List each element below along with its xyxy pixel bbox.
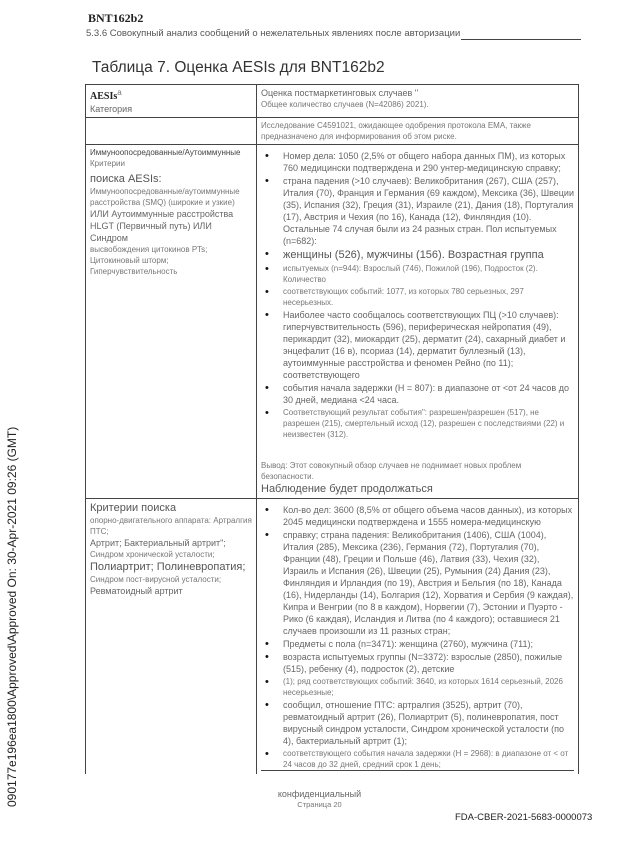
category-text: ИЛИ Аутоиммунные расстройства — [90, 209, 234, 219]
header-rule — [461, 39, 581, 40]
list-item: • сообщил, отношение ПТС: артралгия (3525), артрит (70), ревматоидный артрит (26), Полиартрит (5), полиневропатия, пост вирусный синдром усталости, Синдром хронической усталости (по 4), бактериальный артрит (1); — [261, 699, 574, 747]
bullet-list — [261, 504, 574, 771]
doc-id: BNT162b2 — [88, 11, 144, 25]
list-item: • Наиболее часто сообщалось соответствующих ПЦ (>10 случаев): гиперчувствительность (596), периферическая нейропатия (49), перикардит (32), миокардит (25), дерматит (24), сахарный диабет и энцефалит (16 в), псориаз (14), дерматит буллезный (13), аутоиммунные расстройства и феномен Рейно (по 11); соответствующего — [261, 309, 574, 381]
table-row — [86, 145, 579, 499]
category-text: Ревматоидный артрит — [90, 586, 183, 596]
list-item: • возраста испытуемых группы (N=3372): взрослые (2850), пожилые (515), ребенку (4), подросток (2), детские — [261, 651, 574, 675]
list-item: • Соответствующий результат события": разрешен/разрешен (517), не разрешен (215), смертельный исход (12), разрешен с последствиями (22) и неизвестен (312). — [261, 407, 574, 440]
assessment-cell — [257, 499, 579, 775]
list-item: • справку; страна падения: Великобритания (1406), США (1004), Италия (285), Мексика (236), Германия (72), Португалия (70), Франции (48), Греции и Польше (46), Латвия (33), Чехия (32), Израиль и Испания (26), Швеции (25), Румыния (24) Дания (23), Финляндия и Ирландия (по 19), Австрия и Бельгия (по 18), Канада (16), Нидерланды (14), Болгария (12), Хорватия и Сербия (9 каждая), Кипра и Венгрии (по 8 в каждом), Норвегии (7), Эстонии и Пуэрто - Рико (6 каждая), Исландия и Литва (по 4 каждого); оставшиеся 21 случаев произошли из 11 разных стран; — [261, 529, 574, 637]
category-text: Синдром пост-вирусной усталости; — [90, 575, 222, 584]
table-row — [86, 118, 579, 145]
list-item: • (1); ряд соответствующих событий: 3640, из которых 1614 серьезный, 2026 несерьезные; — [261, 676, 574, 698]
list-item: • женщины (526), мужчины (156). Возрастная группа — [261, 248, 574, 262]
list-item: • страна падения (>10 случаев): Великобритания (267), США (257), Италия (70), Франция и Германия (69 каждом), Мексика (36), Швеции (35), Испания (32), Греция (31), Израиле (21), Дания (18), Португалия (17), Австрия и Чехия (по 16), Канада (12), Финляндия (10). Остальные 74 случая были из 24 разных стран. Пол испытуемых (n=682): — [261, 175, 574, 247]
assessment-label: Оценка постмаркетинговых случаев '' — [261, 88, 419, 98]
category-text: опорно-двигательного аппарата: Артралгия ПТС; — [90, 516, 252, 536]
table-row — [86, 499, 579, 775]
category-cell — [86, 145, 257, 499]
header-cell-assessment — [257, 85, 579, 118]
aesis-label: AESIs — [90, 91, 118, 102]
approval-stamp: 090177e196ea1800\Approved\Approved On: 30-Apr-2021 09:26 (GMT) — [5, 426, 19, 807]
category-text: Синдром хронической усталости; — [90, 550, 215, 559]
aesi-table — [85, 84, 579, 774]
list-item: • Номер дела: 1050 (2,5% от общего набора данных ПМ), из которых 760 медицински подтверждена и 290 унтер-медицинскую справку; — [261, 150, 574, 174]
confidential-label: конфиденциальный — [277, 789, 362, 799]
header-cell-aesis — [86, 85, 257, 118]
category-text: Гиперчувствительность — [90, 267, 178, 276]
list-item: • соответствующих событий: 1077, из которых 780 серьезных, 297 несерьезных. — [261, 286, 574, 308]
category-text: Иммуноопосредованные/Аутоиммунные — [90, 148, 241, 157]
category-text: Артрит; Бактериальный артрит"; — [90, 538, 226, 548]
list-item: • Предметы с пола (n=3471): женщина (2760), мужчина (711); — [261, 638, 574, 650]
list-item: • соответствующего события начала задержки (H = 2968): в диапазоне от < от 24 часов до 32 дней, средний срок 1 день; — [261, 748, 574, 771]
list-item: • испытуемых (n=944): Взрослый (746), Пожилой (196), Подросток (2). Количество — [261, 263, 574, 285]
table-header-row — [86, 85, 579, 118]
empty-cell — [86, 118, 257, 145]
table-title: Таблица 7. Оценка AESIs для BNT162b2 — [92, 59, 385, 76]
category-cell — [86, 499, 257, 775]
conclusion-followup: Наблюдение будет продолжаться — [261, 483, 433, 495]
study-note: Исследование C4591021, ожидающее одобрения протокола EMA, также предназначено для информирования об этом риске. — [257, 118, 579, 145]
category-text: HLGT (Первичный путь) ИЛИ Синдром — [90, 221, 212, 243]
list-item: • события начала задержки (H = 807): в диапазоне от <от 24 часов до 30 дней, медиана <24 часа. — [261, 382, 574, 406]
category-text: поиска AESIs: — [90, 173, 162, 185]
category-text: Критерии поиска — [90, 502, 177, 514]
list-item: • Кол-во дел: 3600 (8,5% от общего объема часов данных), из которых 2045 медицински подтверждена и 1555 номера-медицинскую — [261, 504, 574, 528]
category-text: Полиартрит; Полиневропатия; — [90, 561, 246, 573]
page-number: Страница 20 — [297, 800, 342, 809]
assessment-cell — [257, 145, 579, 499]
category-text: высвобождения цитокинов PTs; Цитокиновый шторм; — [90, 245, 208, 265]
bullet-list — [261, 150, 574, 440]
category-text: Иммуноопосредованные/аутоиммунные расстройства (SMQ) (широкие и узкие) — [90, 187, 240, 207]
category-text: Критерии — [90, 159, 125, 168]
section-title: 5.3.6 Совокупный анализ сообщений о нежелательных явлениях после авторизации — [86, 28, 461, 39]
category-label: Категория — [90, 104, 133, 114]
conclusion: Вывод: Этот совокупный обзор случаев не поднимает новых проблем безопасности. — [261, 461, 522, 481]
section-heading — [86, 28, 639, 40]
total-cases: Общее количество случаев (N=42086) 2021). — [261, 100, 429, 109]
aesis-sup: a — [117, 88, 122, 97]
fda-doc-number: FDA-CBER-2021-5683-0000073 — [455, 812, 593, 823]
